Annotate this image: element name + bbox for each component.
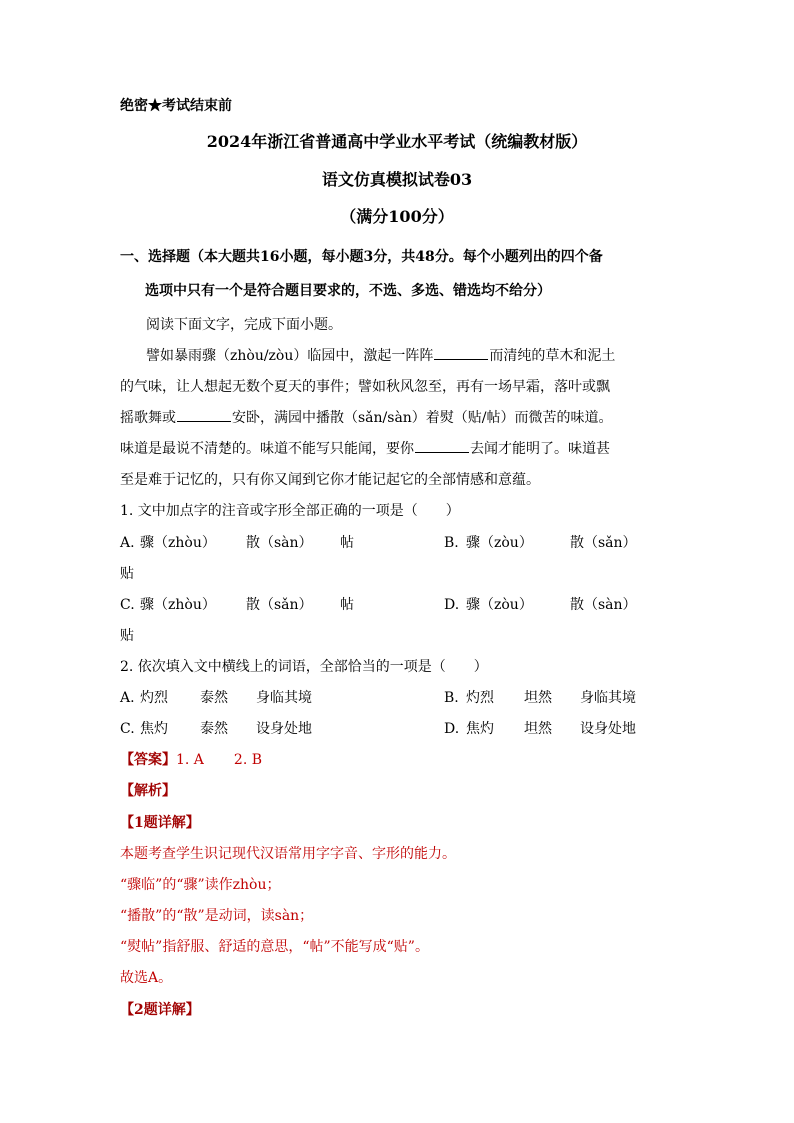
fill-blank [177, 409, 231, 422]
secret-mark: 绝密★考试结束前 [120, 98, 232, 114]
passage-text: 味道是最说不清楚的。味道不能写只能闻，要你 [120, 441, 414, 457]
q1-option-d: D. 骤（zòu） 散（sàn） [444, 597, 637, 613]
exam-title: 2024年浙江省普通高中学业水平考试（统编教材版） [206, 132, 588, 151]
question-1-stem: 1. 文中加点字的注音或字形全部正确的一项是（ ） [120, 503, 460, 519]
q1-option-c: C. 骤（zhòu） 散（sǎn） 帖 [120, 597, 354, 613]
passage-text: 去闻才能明了。味道甚 [470, 441, 610, 457]
q2-option-b: B. 灼烈 坦然 身临其境 [444, 690, 636, 706]
answer-1: 1. A [176, 752, 204, 768]
full-score: （满分100分） [340, 207, 454, 226]
q1-detail-line-3: “播散”的“散”是动词，读sàn； [120, 908, 314, 924]
passage-text: 安卧，满园中播散（sǎn/sàn）着熨（贴/帖）而微苦的味道。 [232, 410, 613, 426]
q1-detail-line-2: “骤临”的“骤”读作zhòu； [120, 877, 281, 893]
q1-option-b: B. 骤（zòu） 散（sǎn） [444, 535, 637, 551]
answer-2: 2. B [233, 752, 263, 768]
exam-subtitle: 语文仿真模拟试卷03 [321, 170, 473, 189]
q1-detail-tag: 【1题详解】 [120, 815, 200, 831]
passage-text: 摇歌舞或 [120, 410, 176, 426]
passage-line-3 [120, 409, 613, 427]
q2-option-d: D. 焦灼 坦然 设身处地 [444, 721, 636, 737]
q1-option-a: A. 骤（zhòu） 散（sàn） 帖 [120, 535, 354, 551]
passage-line-4 [120, 440, 610, 458]
passage-text: 而清纯的草木和泥土 [489, 348, 616, 364]
q2-option-c: C. 焦灼 泰然 设身处地 [120, 721, 312, 737]
passage-text: 譬如暴雨骤（zhòu/zòu）临园中，激起一阵阵 [146, 348, 434, 364]
section-heading-line1: 一、选择题（本大题共16小题，每小题3分，共48分。每个小题列出的四个备 [120, 249, 603, 265]
passage-line-1 [146, 347, 615, 365]
analysis-tag: 【解析】 [120, 783, 176, 799]
reading-instruction: 阅读下面文字，完成下面小题。 [146, 317, 342, 333]
q2-option-a: A. 灼烈 泰然 身临其境 [120, 690, 312, 706]
fill-blank [415, 440, 469, 453]
q2-detail-tag: 【2题详解】 [120, 1002, 200, 1018]
answer-line [120, 751, 262, 769]
q1-detail-line-4: “熨帖”指舒服、舒适的意思，“帖”不能写成“贴”。 [120, 939, 429, 955]
q1-option-d-wrap: 贴 [120, 628, 134, 644]
question-2-stem: 2. 依次填入文中横线上的词语，全部恰当的一项是（ ） [120, 659, 488, 675]
q1-detail-line-5: 故选A。 [120, 970, 173, 986]
q1-detail-line-1: 本题考查学生识记现代汉语常用字字音、字形的能力。 [120, 846, 456, 862]
passage-line-2: 的气味，让人想起无数个夏天的事件；譬如秋风忽至，再有一场早霜，落叶或飘 [120, 379, 610, 395]
passage-line-5: 至是难于记忆的，只有你又闻到它你才能记起它的全部情感和意蕴。 [120, 472, 540, 488]
answer-tag: 【答案】 [120, 752, 176, 768]
q1-option-b-wrap: 贴 [120, 566, 134, 582]
section-heading-line2: 选项中只有一个是符合题目要求的，不选、多选、错选均不给分） [145, 283, 551, 299]
fill-blank [434, 347, 488, 360]
